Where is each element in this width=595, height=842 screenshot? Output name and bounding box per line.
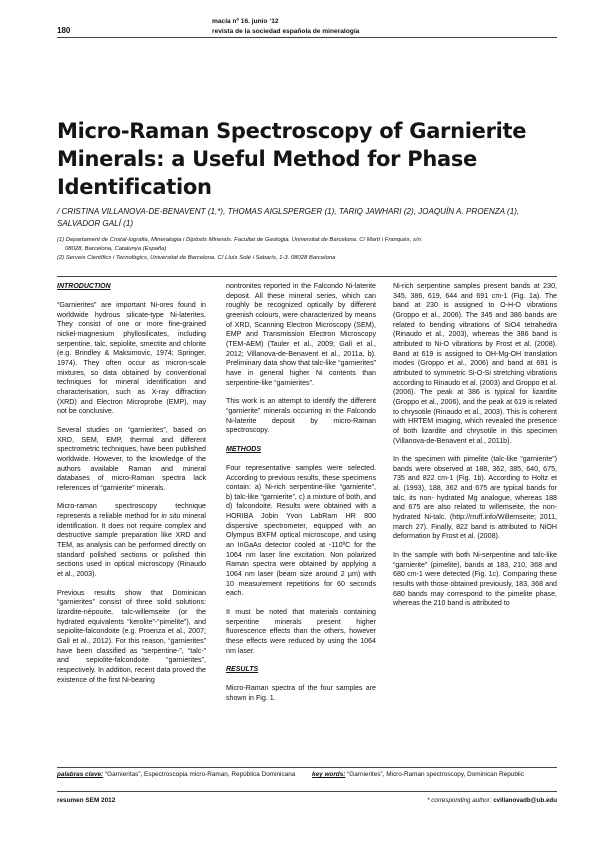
- paragraph: [57, 502, 206, 579]
- paragraph: Several studies on “garnierites”, based on XRD, SEM, EMP, thermal and different spectrometric techniques, have been published worldwide. However, to the knowledge of the authors available Raman and mineral databases of micro-Raman spectra lack references of “garnierite” minerals.: [57, 425, 206, 492]
- keywords-text: “Garnieritas”, Espectroscopia micro-Raman, República Dominicana: [104, 771, 296, 778]
- section-heading-introduction: INTRODUCTION: [57, 283, 111, 290]
- keywords-english: [312, 771, 557, 780]
- paper-title: Micro-Raman Spectroscopy of Garnierite Minerals: a Useful Method for Phase Identification: [57, 119, 527, 199]
- journal-name: revista de la sociedad española de mineralogía: [212, 28, 360, 35]
- page-number: 180: [57, 26, 71, 35]
- header-divider: [57, 37, 557, 38]
- paragraph: Previous results show that Dominican “garnierites” consist of three solid solutions: lizardite-népouite, talc-willemseite (or the hydrated equivalents “kerolite”-“pimelite”), and sepiolite-falcondoite (e.g. Proenza et al., 2007; Galí et al., 2012). For this reason, “garnierites” have been classified as “serpentine-”, “talc-” and sepiolite-falcondoite “garnierites”, respectively. In addition, recent data proved the existence of the first Ni-bearing: [57, 588, 206, 684]
- keywords-spanish: [57, 771, 302, 780]
- keywords-label: palabras clave:: [57, 771, 104, 778]
- column-1: [57, 282, 206, 694]
- paragraph: “Garnierites” are important Ni-ores found in worldwide hydrous silicate-type Ni-laterites. They consist of one or more fine-grained nickel-magnesium phyllosilicates, including serpentine, talc, sepiolite, smectite and chlorite (e.g. Brindley & Maksimovic, 1974; Springer, 1974). They often occur as micron-scale mixtures, so data obtained by conventional techniques for mineral identification and characterisation, such as X-ray diffraction (XRD) and Electron Microprobe (EMP), may not be conclusive.: [57, 301, 206, 416]
- column-3: [393, 282, 557, 618]
- paragraph: This work is an attempt to identify the different “garnierite” minerals occurring in the Falcondo Ni-laterite deposit by micro-Raman spectroscopy.: [226, 397, 376, 435]
- paragraph-text: mineral identification. It does not require complex and destructive sample preparation like XRD and TEM, as analysis can be performed directly on standard polished sections or polished thin sections used in optical microscopy (Rinaudo et al., 2003).: [57, 512, 207, 579]
- journal-issue: macla nº 16. junio ‘12: [212, 18, 279, 25]
- keywords-divider-bottom: [57, 791, 557, 792]
- keywords-text: “Garnierites”, Micro-Raman spectroscopy, Dominican Republic: [347, 771, 524, 778]
- keywords-divider-top: [57, 767, 557, 768]
- paragraph: nontronites reported in the Falcondo Ni-laterite deposit. All these mineral series, which can roughly be recognized optically by different greenish colours, were characterized by means of XRD, Scanning Electron Microscopy (SEM), EMP and Transmission Electron Microscopy (TEM-AEM) (Tauler et al., 2009; Galí et al., 2012; Villanova-de-Benavent et al., 2011a, b). Preliminary data show that talc-like “garnierites” have in general higher Ni contents than serpentine-like “garnierites”.: [226, 282, 376, 387]
- affiliation-2: (2) Serveis Científics i Tecnològics, Universitat de Barcelona. C/ Lluís Solé i Sabarís, 1-3. 08028 Barcelona: [57, 255, 336, 261]
- affiliations: [57, 236, 557, 263]
- italic-term: in situ: [161, 512, 181, 521]
- footer-label: resumen SEM 2012: [57, 797, 116, 804]
- section-heading-results: RESULTS: [226, 666, 259, 674]
- keywords-label: key words:: [312, 771, 346, 778]
- paragraph: It must be noted that materials containing serpentine minerals present higher fluorescence effects than the others, however these effects were reduced by using the 1064 nm laser.: [226, 608, 376, 655]
- corresponding-author-label: * corresponding author:: [427, 797, 492, 804]
- paragraph: Micro-Raman spectra of the four samples are shown in Fig. 1.: [226, 684, 376, 702]
- author-email: cvillanovadb@ub.edu: [493, 797, 557, 804]
- column-2: [226, 282, 376, 713]
- paragraph: In the sample with both Ni-serpentine and talc-like “garnierite” (pimelite), bands at 183, 210, 368 and 680 cm-1 were detected (Fig. 1c). Comparing these results with those obtained previously, 183, 368 and 680 bands may correspond to the pimelite phase, whereas the 210 band is attributed to: [393, 551, 557, 608]
- paragraph-text: Micro-raman spectroscopy technique represents a reliable method for: [57, 502, 206, 521]
- section-heading-methods: METHODS: [226, 445, 261, 453]
- journal-header: [212, 17, 359, 37]
- paragraph: Four representative samples were selected. According to previous results, these specimens contain: a) Ni-rich serpentine-like “garnierite”, b) talc-like “garnierite”, c) a mixture of both, and d) falcondoite. Results were obtained with a HORIBA Jobin Yvon LabRam HR 800 dispersive spectrometer, equipped with an Olympus BXFM optical microscope, and using an InGaAs detector cooled at -110ºC for the 1064 nm laser line excitation. Non polarized Raman spectra were obtained by applying a 1064 nm laser (beam size around 2 µm) with 10 measurement repetitions for 60 seconds each.: [226, 463, 376, 598]
- paragraph: Ni-rich serpentine samples present bands at 230, 345, 386, 619, 644 and 691 cm-1 (Fig. 1a). The band at 230 is assigned to O-H-O vibrations (Groppo et al., 2006). The 345 and 386 bands are related to bending vibrations of SiO4 tetrahedra (Rinaudo et al., 2003), whereas the 386 band is attributed to Ni-O vibrations by Frost et al. (2008). Band at 619 is assigned to OH-Mg-OH translation modes (Groppo et al., 2006) and band at 691 is attributed to symmetric Si-O-Si stretching vibrations according to Rinaudo et al. (2003) and Groppo et al. (2006). The peak at 386 is typical for lizardite (Groppo et al., 2006), and the peak at 619 is related to chrysotile (Rinaudo et al., 2003). This is coherent with HRTEM imaging, which revealed the presence of both lizardite and chrysotile in this specimen (Villanova-de-Benavent et al., 2011b).: [393, 282, 557, 445]
- affiliation-1: (1) Departament de Cristal·lografia, Mineralogia i Dipòsits Minerals. Facultat de Geologia. Universitat de Barcelona. C/ Martí i Franquès, s/n.: [57, 237, 423, 243]
- affiliation-1-address: 08028, Barcelona, Catalunya (España): [65, 246, 167, 252]
- affiliation-divider: [57, 276, 557, 277]
- corresponding-author: [427, 797, 557, 804]
- paragraph: In the specimen with pimelite (talc-like “garnierite”) bands were observed at 188, 362, 385, 640, 675, 735 and 822 cm-1 (Fig. 1b). According to Holtz et al. (1993), 188, 362 and 675 are typical bands for talc, its non- hydrated Mg analogue, whereas 188 and 675 are also related to willemseite, the non-hydrated Ni-talc. (http://rruff.info/Willemseite; 2011, march 27). Finally, 822 band is attributed to NiOH deformation by Frost et al. (2008).: [393, 455, 557, 541]
- author-list: / CRISTINA VILLANOVA-DE-BENAVENT (1,*), THOMAS AIGLSPERGER (1), TARIQ JAWHARI (2), JOAQUÍN A. PROENZA (1), SALVADOR GALÍ (1): [57, 207, 520, 228]
